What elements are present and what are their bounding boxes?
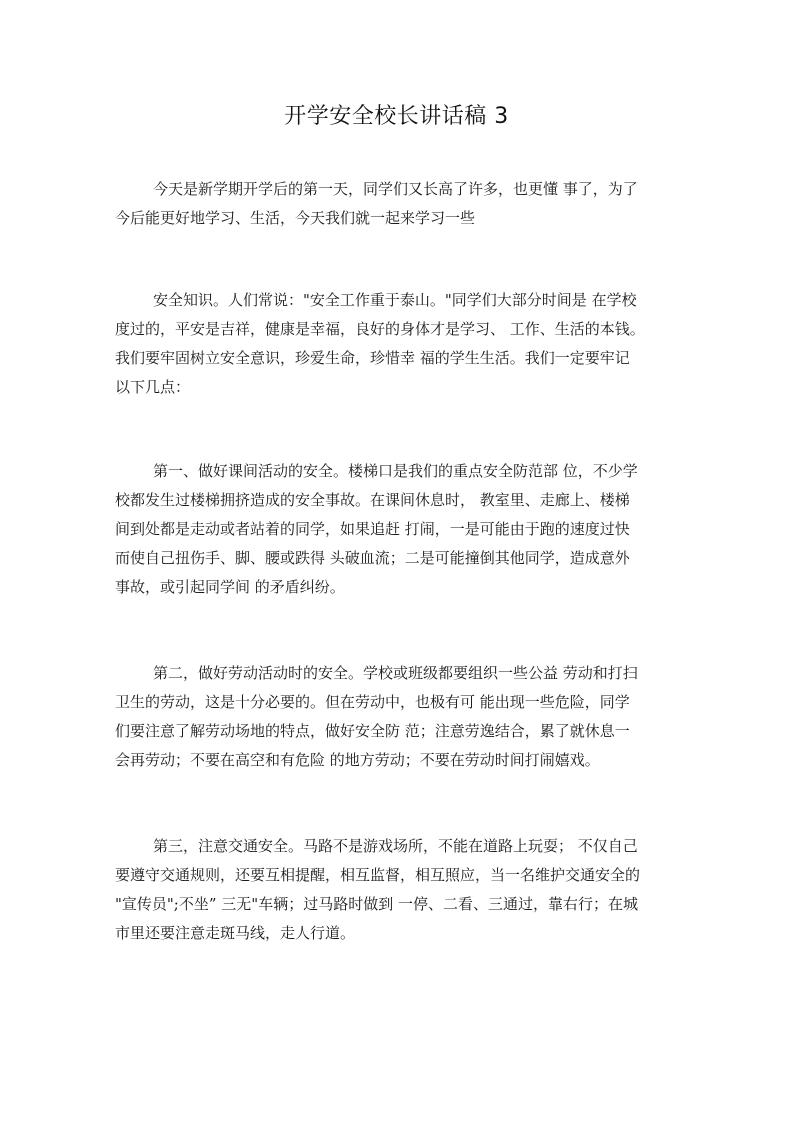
paragraph-line: 卫生的劳动，这是十分必要的。但在劳动中，也极有可 能出现一些危险，同学 [115,693,630,711]
paragraph-point-two [115,659,680,775]
paragraph-line: 市里还要注意走斑马线，走人行道。 [115,924,356,942]
paragraph-line: 以下几点： [115,378,191,396]
paragraph-line: 校都发生过楼梯拥挤造成的安全事故。在课间休息时， 教室里、走廊上、楼梯 [115,491,630,509]
paragraph-line: 们要注意了解劳动场地的特点，做好安全防 范；注意劳逸结合，累了就休息一 [115,722,630,740]
paragraph-line: 第三，注意交通安全。马路不是游戏场所，不能在道路上玩耍； 不仅自己 [153,837,638,855]
paragraph-line: 我们要牢固树立安全意识，珍爱生命，珍惜幸 福的学生生活。我们一定要牢记 [115,349,630,367]
paragraph-line: 会再劳动；不要在高空和有危险 的地方劳动；不要在劳动时间打闹嬉戏。 [115,751,600,769]
paragraph-line: 今天是新学期开学后的第一天，同学们又长高了许多，也更懂 事了，为了 [153,180,638,198]
paragraph-line: 而使自己扭伤手、脚、腰或跌得 头破血流；二是可能撞倒其他同学，造成意外 [115,549,630,567]
paragraph-point-one [115,457,680,602]
paragraph-line: 今后能更好地学习、生活，今天我们就一起来学习一些 [115,209,476,227]
paragraph-line: 第二，做好劳动活动时的安全。学校或班级都要组织一些公益 劳动和打扫 [153,664,638,682]
document-title: 开学安全校长讲话稿 3 [284,104,509,129]
paragraph-point-three [115,832,680,948]
paragraph-intro [115,175,680,233]
paragraph-line: 安全知识。人们常说："安全工作重于泰山。"同学们大部分时间是 在学校 [153,291,637,309]
paragraph-line: 要遵守交通规则，还要互相提醒，相互监督，相互照应，当一名维护交通安全的 [115,866,641,884]
paragraph-safety-knowledge [115,286,680,402]
paragraph-line: "宣传员";不坐” 三无"车辆；过马路时做到 一停、二看、三通过，靠右行；在城 [115,895,638,913]
paragraph-line: 度过的，平安是吉祥，健康是幸福，良好的身体才是学习、 工作、生活的本钱。 [115,320,645,338]
paragraph-line: 间到处都是走动或者站着的同学，如果追赶 打闹，一是可能由于跑的速度过快 [115,520,630,538]
paragraph-line: 第一、做好课间活动的安全。楼梯口是我们的重点安全防范部 位，不少学 [153,462,638,480]
paragraph-line: 事故，或引起同学间 的矛盾纠纷。 [115,578,345,596]
